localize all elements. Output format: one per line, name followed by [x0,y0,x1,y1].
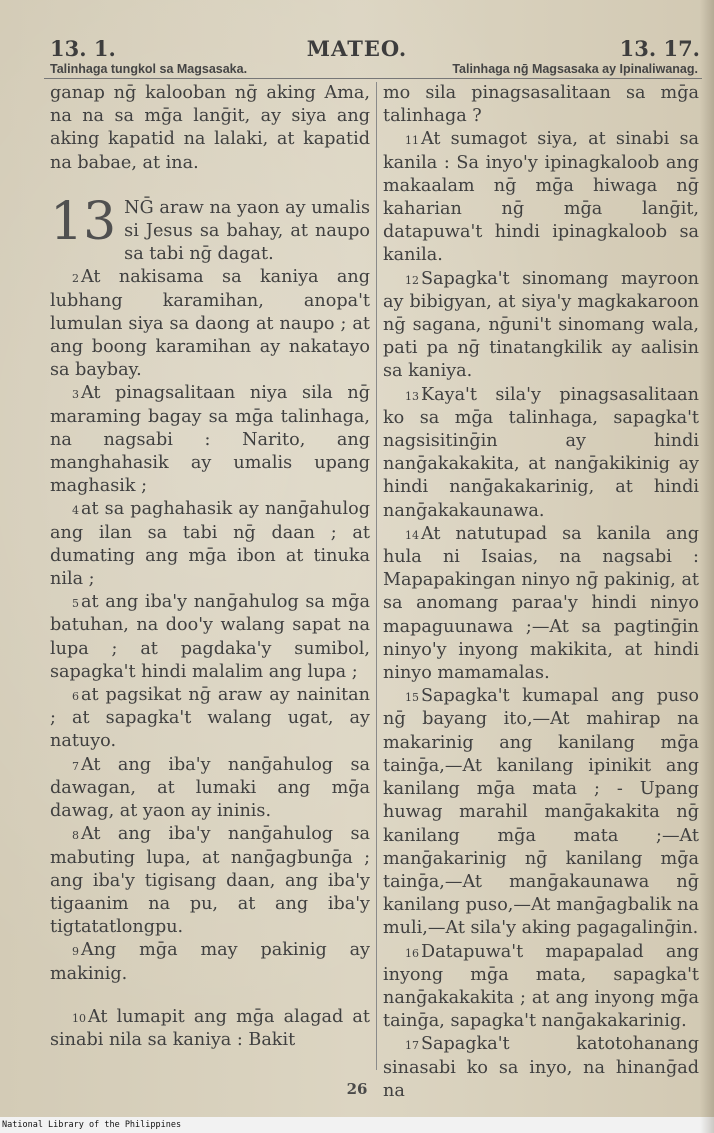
verse-text: Ang mḡa may pakinig ay makinig. [50,940,370,984]
verse [50,382,370,498]
verse-number: 10 [72,1011,86,1025]
verse-text: At lumapit ang mḡa alagad at sinabi nila sa kaniya : Bakit [50,1006,370,1050]
verse-number: 3 [72,388,79,402]
verse-number: 13 [405,389,419,403]
page-number: 26 [346,1080,368,1098]
header-right-reference: 13. 17. [619,36,700,61]
right-verse-list [383,128,699,1103]
chapter-number: 13 [50,191,117,252]
verse-number: 9 [72,945,79,959]
verse [50,498,370,591]
verse-text: At natutupad sa kanila ang hula ni Isaias, na nagsabi : Mapapakingan ninyo nḡ pakinig, at sa anomang paraa'y hindi ninyo mapaguunawa ;—At sa pagtinḡin ninyo'y inyong makikita, at hindi ninyo mamamalas. [383,523,699,684]
chapter-opening [50,191,370,267]
verse-text: At ang iba'y nanḡahulog sa mabuting lupa, at nanḡagbunḡa ; ang iba'y tigisang daan, ang iba'y tigaanim na pu, at ang iba'y tigtatatlongpu. [50,824,370,938]
verse [383,941,699,1034]
verse-text: at pagsikat nḡ araw ay nainitan ; at sapagka't walang ugat, ay natuyo. [50,685,370,752]
verse-number: 17 [405,1039,419,1053]
left-verse-list [50,266,370,1052]
header-left-reference: 13. 1. [50,36,116,61]
verse-number: 6 [72,690,79,704]
page-title: MATEO. [306,36,408,61]
left-running-head: Talinhaga tungkol sa Magsasaka. [50,62,248,76]
scan-credit: National Library of the Philippines [2,1120,182,1130]
verse-number: 7 [72,759,79,773]
verse-number: 16 [405,946,419,960]
verse-number: 2 [72,272,79,286]
verse-number: 8 [72,829,79,843]
verse-text: At sumagot siya, at sinabi sa kanila : Sa inyo'y ipinagkaloob ang makaalam nḡ mḡa hiwaga nḡ kaharian nḡ mḡa lanḡit, datapuwa't hindi ipinagkaloob sa kanila. [383,129,699,266]
verse-text: Sapagka't sinomang mayroon ay bibigyan, at siya'y magkakaroon nḡ sagana, nḡuni't sinomang wala, pati pa nḡ tinatangkilik ay aalisin sa kaniya. [383,268,699,382]
right-column [383,82,699,1103]
verse-text: At nakisama sa kaniya ang lubhang karamihan, anopa't lumulan siya sa daong at naupo ; at ang boong karamihan ay nakatayo sa baybay. [50,267,370,381]
verse-text: Sapagka't kumapal ang puso nḡ bayang ito,—At mahirap na makarinig ang kanilang mḡa tainḡa,—At kanilang ipinikit ang kanilang mḡa mata ; - Upang huwag marahil manḡakakita nḡ kanilang mḡa mata ;—At manḡakarinig nḡ kanilang mḡa tainḡa,—At manḡakaunawa nḡ kanilang puso,—At manḡagbalik na muli,—At sila'y aking pagagalinḡin. [383,686,699,939]
column-divider [376,82,377,1070]
verse [383,268,699,384]
verse-number: 12 [405,273,419,287]
verse-number: 14 [405,528,419,542]
verse [50,823,370,939]
verse [383,128,699,267]
verse-text: At pinagsalitaan niya sila nḡ maraming bagay sa mḡa talinhaga, na nagsabi : Narito, ang manghahasik ay umalis upang maghasik ; [50,383,370,497]
left-intro-text: ganap nḡ kalooban nḡ aking Ama, na na sa mḡa lanḡit, ay siya ang aking kapatid na lalaki, at kapatid na babae, at ina. [50,83,370,173]
verse [383,685,699,940]
right-running-head: Talinhaga nḡ Magsasaka ay Ipinaliwanag. [452,62,698,76]
verse [50,266,370,382]
verse [50,684,370,754]
right-intro-text: mo sila pinagsasalitaan sa mḡa talinhaga ? [383,83,699,127]
verse [50,754,370,824]
chapter-first-verse: araw na yaon ay umalis si Jesus sa bahay, at naupo sa tabi nḡ dagat. [124,197,370,265]
verse-text: at sa paghahasik ay nanḡahulog ang ilan sa tabi nḡ daan ; at dumating ang mḡa ibon at tinuka nila ; [50,499,370,590]
verse-text: Sapagka't katotohanang sinasabi ko sa inyo, na hinanḡad na [383,1034,699,1101]
header-rule [44,78,702,79]
verse-number: 15 [405,691,419,705]
verse [383,523,699,685]
verse-number: 4 [72,504,79,518]
verse-text: At ang iba'y nanḡahulog sa dawagan, at lumaki ang mḡa dawag, at yaon ay ininis. [50,754,370,822]
left-column [50,82,370,1052]
verse-number: 11 [405,134,419,148]
chapter-first-word: NḠ [124,197,154,218]
verse [50,591,370,684]
verse [50,1006,370,1052]
verse-text: at ang iba'y nanḡahulog sa mḡa batuhan, na doo'y walang sapat na lupa ; at pagdaka'y sumibol, sapagka't hindi malalim ang lupa ; [50,592,370,682]
verse [50,939,370,985]
verse-number: 5 [72,597,79,611]
verse-text: Datapuwa't mapapalad ang inyong mḡa mata, sapagka't nanḡakakakita ; at ang inyong mḡa tainḡa, sapagka't nanḡakakarinig. [383,941,699,1032]
verse-text: Kaya't sila'y pinagsasalitaan ko sa mḡa talinhaga, sapagka't nagsisitinḡin ay hindi nanḡakakakita, at nanḡakikinig ay hindi nanḡakakarinig, at hindi nanḡakakaunawa. [383,384,699,521]
verse [383,384,699,523]
